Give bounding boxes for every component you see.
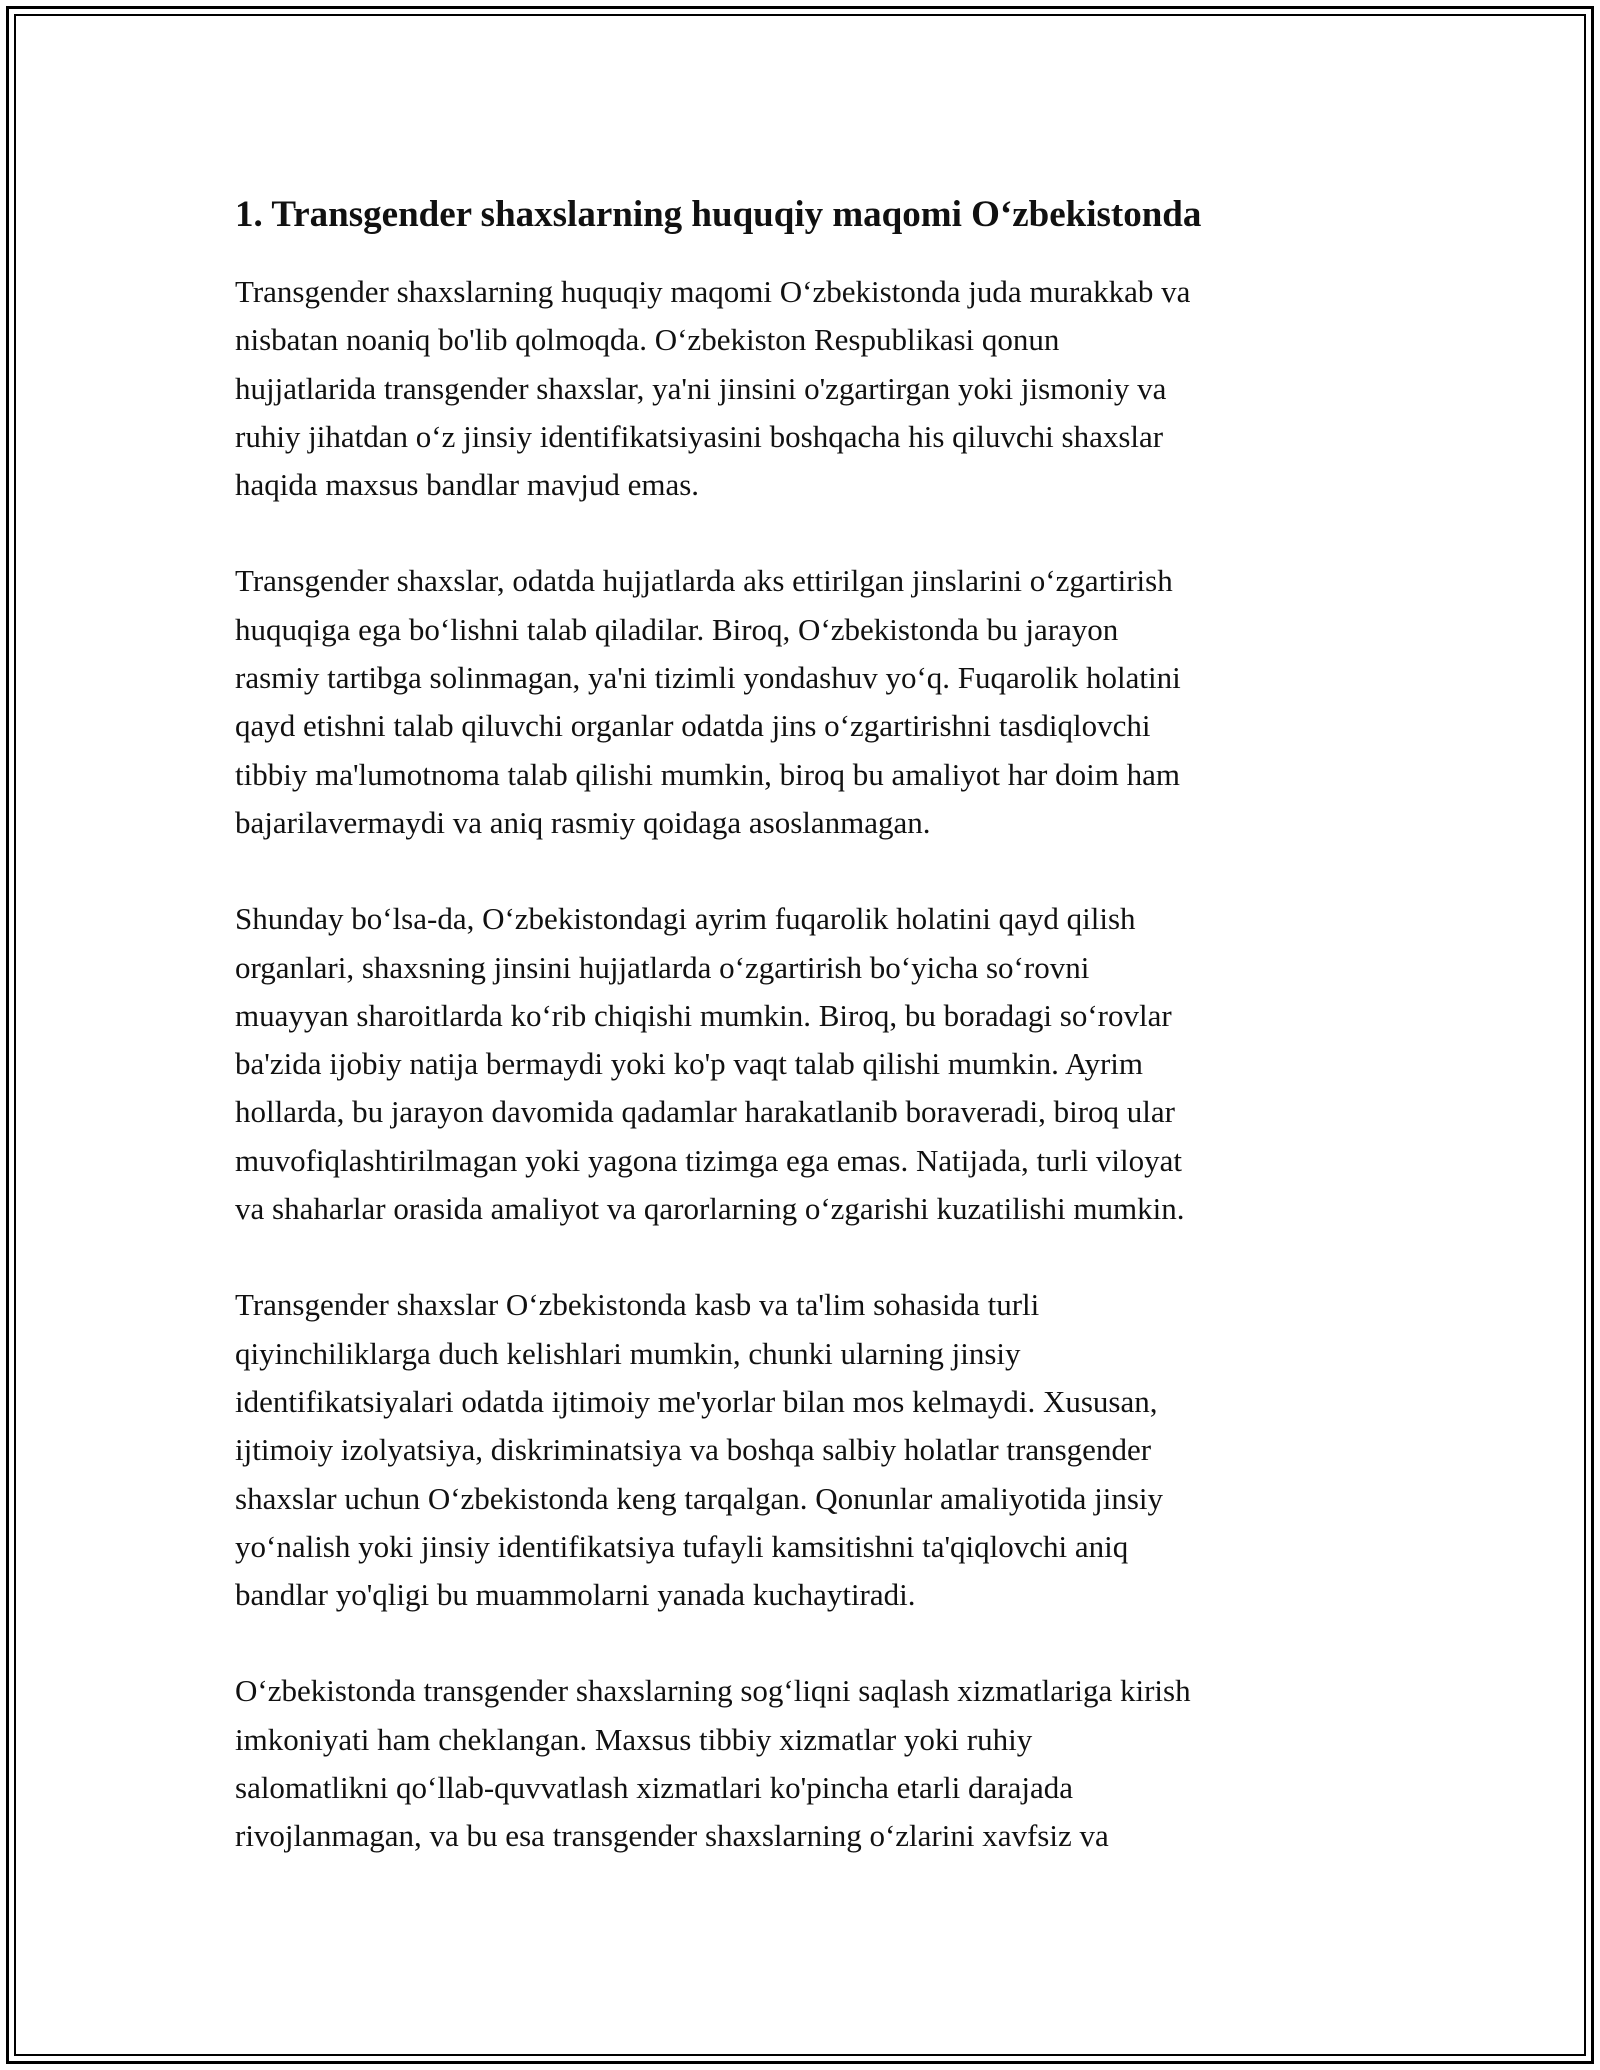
- text-line: huquqiga ega bo‘lishni talab qiladilar. Biroq, O‘zbekistonda bu jarayon: [235, 611, 1119, 647]
- text-line: muvofiqlashtirilmagan yoki yagona tizimga ega emas. Natijada, turli viloyat: [235, 1142, 1182, 1178]
- document-page: [235, 190, 1395, 1909]
- text-line: qiyinchiliklarga duch kelishlari mumkin, chunki ularning jinsiy: [235, 1335, 1021, 1371]
- text-line: shaxslar uchun O‘zbekistonda keng tarqalgan. Qonunlar amaliyotida jinsiy: [235, 1480, 1164, 1516]
- text-line: bajarilavermaydi va aniq rasmiy qoidaga asoslanmagan.: [235, 804, 931, 840]
- text-line: nisbatan noaniq bo'lib qolmoqda. O‘zbekiston Respublikasi qonun: [235, 322, 1060, 358]
- text-line: bandlar yo'qligi bu muammolarni yanada kuchaytiradi.: [235, 1577, 916, 1613]
- paragraph-5: [235, 1667, 1395, 1860]
- text-line: Shunday bo‘lsa-da, O‘zbekistondagi ayrim fuqarolik holatini qayd qilish: [235, 901, 1136, 937]
- section-heading: 1. Transgender shaxslarning huquqiy maqomi O‘zbekistonda: [235, 194, 1202, 235]
- text-line: haqida maxsus bandlar mavjud emas.: [235, 467, 700, 503]
- text-line: salomatlikni qo‘llab-quvvatlash xizmatlari ko'pincha etarli darajada: [235, 1770, 1073, 1806]
- text-line: Transgender shaxslar, odatda hujjatlarda aks ettirilgan jinslarini o‘zgartirish: [235, 563, 1173, 599]
- text-line: identifikatsiyalari odatda ijtimoiy me'yorlar bilan mos kelmaydi. Xususan,: [235, 1383, 1158, 1419]
- paragraph-1: [235, 268, 1395, 509]
- text-line: ruhiy jihatdan o‘z jinsiy identifikatsiyasini boshqacha his qiluvchi shaxslar: [235, 418, 1164, 454]
- paragraph-3: [235, 895, 1395, 1233]
- text-line: muayyan sharoitlarda ko‘rib chiqishi mumkin. Biroq, bu boradagi so‘rovlar: [235, 997, 1172, 1033]
- text-line: hollarda, bu jarayon davomida qadamlar harakatlanib boraveradi, biroq ular: [235, 1094, 1175, 1130]
- text-line: imkoniyati ham cheklangan. Maxsus tibbiy xizmatlar yoki ruhiy: [235, 1721, 1033, 1757]
- text-line: va shaharlar orasida amaliyot va qarorlarning o‘zgarishi kuzatilishi mumkin.: [235, 1191, 1185, 1227]
- text-line: hujjatlarida transgender shaxslar, ya'ni jinsini o'zgartirgan yoki jismoniy va: [235, 370, 1167, 406]
- paragraph-4: [235, 1281, 1395, 1619]
- text-line: Transgender shaxslar O‘zbekistonda kasb va ta'lim sohasida turli: [235, 1287, 1040, 1323]
- paragraph-2: [235, 557, 1395, 847]
- text-line: rasmiy tartibga solinmagan, ya'ni tizimli yondashuv yo‘q. Fuqarolik holatini: [235, 660, 1181, 696]
- text-line: O‘zbekistonda transgender shaxslarning sog‘liqni saqlash xizmatlariga kirish: [235, 1673, 1191, 1709]
- text-line: tibbiy ma'lumotnoma talab qilishi mumkin, biroq bu amaliyot har doim ham: [235, 756, 1180, 792]
- text-line: Transgender shaxslarning huquqiy maqomi O‘zbekistonda juda murakkab va: [235, 274, 1191, 309]
- text-line: organlari, shaxsning jinsini hujjatlarda o‘zgartirish bo‘yicha so‘rovni: [235, 949, 1090, 985]
- text-line: yo‘nalish yoki jinsiy identifikatsiya tufayli kamsitishni ta'qiqlovchi aniq: [235, 1528, 1129, 1564]
- text-line: qayd etishni talab qiluvchi organlar odatda jins o‘zgartirishni tasdiqlovchi: [235, 708, 1151, 744]
- text-line: ijtimoiy izolyatsiya, diskriminatsiya va boshqa salbiy holatlar transgender: [235, 1432, 1152, 1468]
- text-line: ba'zida ijobiy natija bermaydi yoki ko'p vaqt talab qilishi mumkin. Ayrim: [235, 1046, 1144, 1082]
- text-line: rivojlanmagan, va bu esa transgender shaxslarning o‘zlarini xavfsiz va: [235, 1818, 1109, 1854]
